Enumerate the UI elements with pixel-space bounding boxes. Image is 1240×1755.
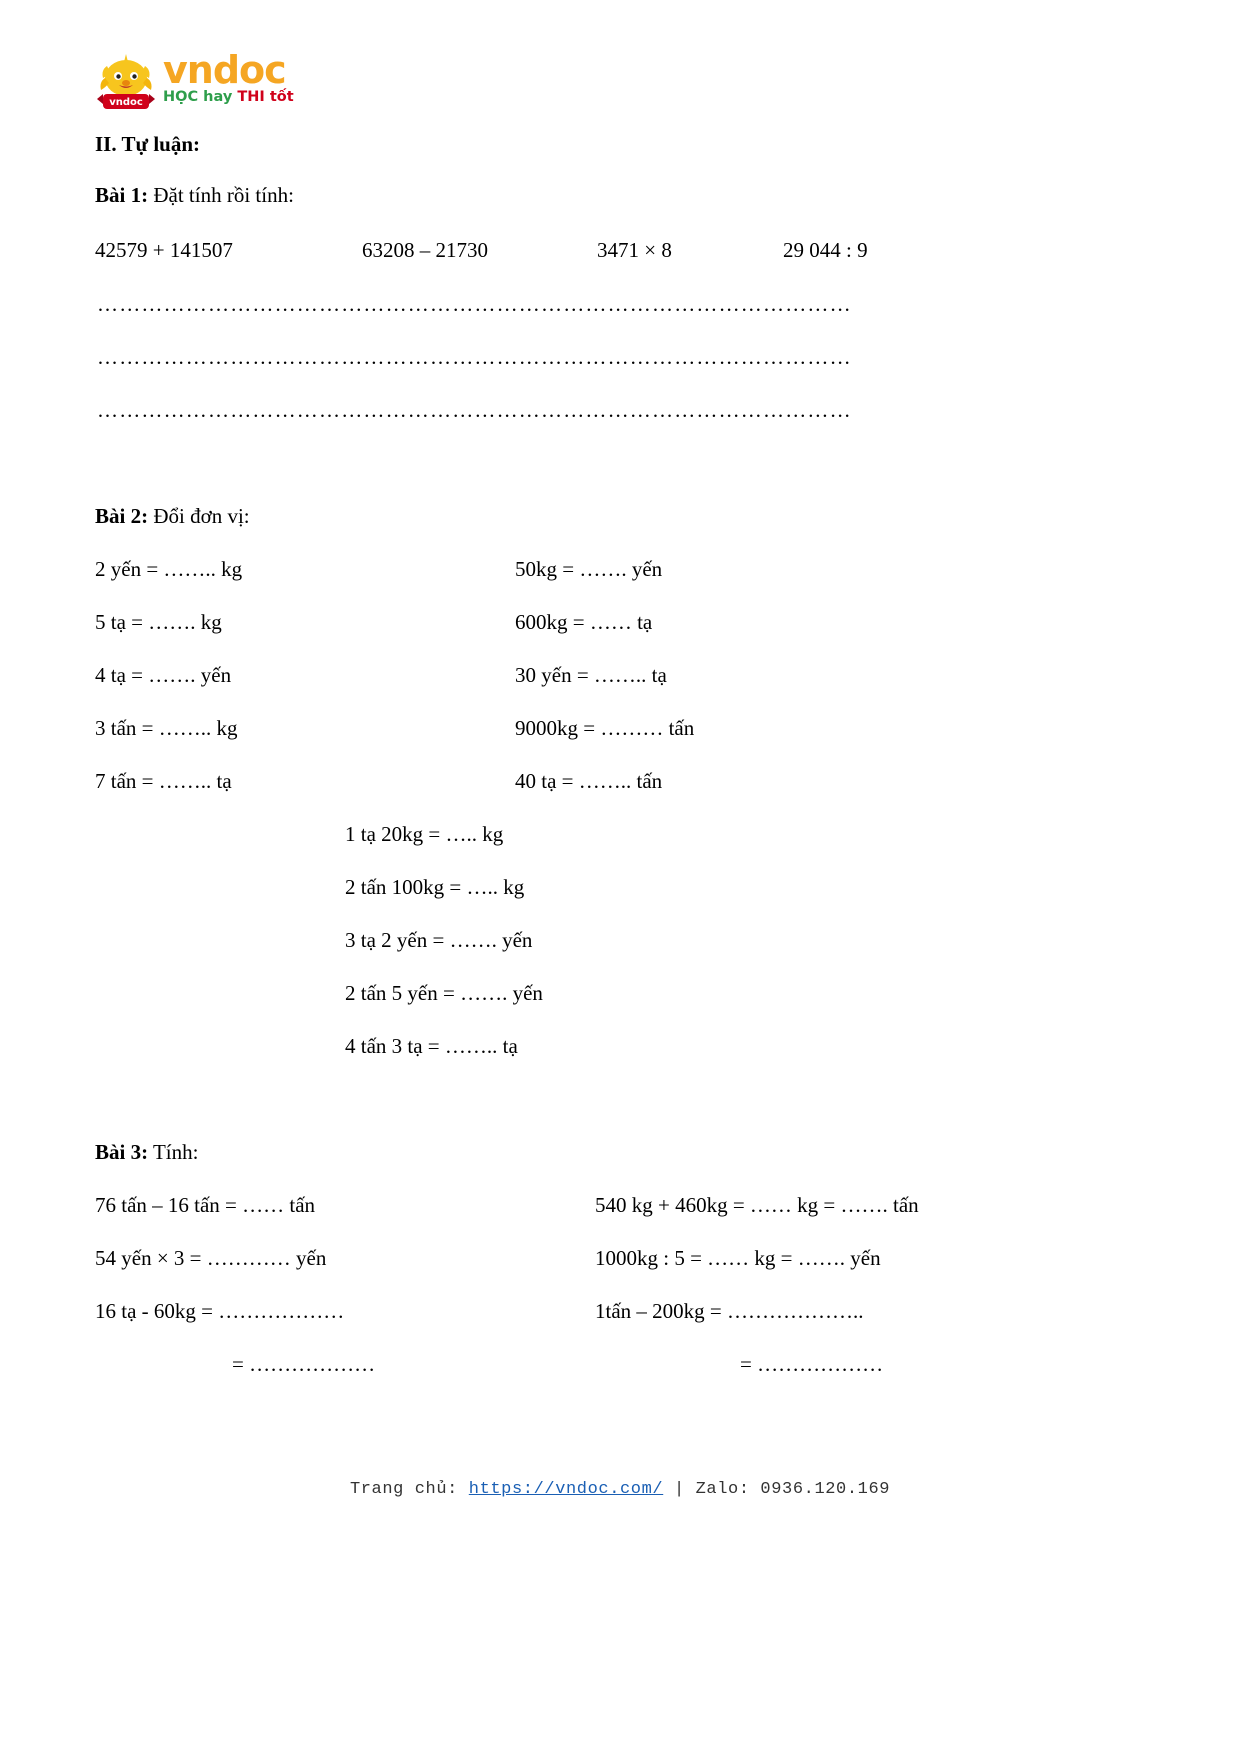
tagline-hoc: HỌC — [163, 89, 199, 106]
svg-text:vndoc: vndoc — [109, 97, 143, 108]
logo-tagline — [163, 90, 294, 106]
bai2-center-item-4[interactable]: 2 tấn 5 yến = ……. yến — [345, 981, 543, 1005]
footer-home-label: Trang chủ: — [349, 1480, 458, 1499]
bai1-problem-1: 42579 + 141507 — [95, 238, 233, 262]
bai1-answer-line-2[interactable]: ………………………………………………………………………………………… — [97, 345, 852, 369]
bai1-problem-4: 29 044 : 9 — [783, 238, 868, 262]
bai2-left-item-3[interactable]: 4 tạ = ……. yến — [95, 663, 232, 687]
bai2-center-item-2[interactable]: 2 tấn 100kg = ….. kg — [345, 875, 525, 899]
bai1-prompt: Đặt tính rồi tính: — [153, 183, 294, 207]
section-heading: II. Tự luận: — [95, 132, 201, 156]
bai2-center-item-1[interactable]: 1 tạ 20kg = ….. kg — [345, 822, 504, 846]
vndoc-mascot-icon — [95, 52, 157, 114]
bai1-problem-2: 63208 – 21730 — [362, 238, 488, 262]
bai2-label: Bài 2: — [95, 504, 149, 528]
tagline-thi: THI — [237, 89, 265, 106]
bai3-left-item-4[interactable]: = ……………… — [232, 1352, 376, 1376]
bai2-left-item-2[interactable]: 5 tạ = ……. kg — [95, 610, 222, 634]
bai1-answer-line-3[interactable]: ………………………………………………………………………………………… — [97, 398, 852, 422]
logo-text — [163, 48, 294, 106]
bai1-answer-line-1[interactable]: ………………………………………………………………………………………… — [97, 292, 852, 316]
bai3-left-item-3[interactable]: 16 tạ - 60kg = ……………… — [95, 1299, 345, 1323]
tagline-hay: hay — [203, 89, 233, 106]
bai2-right-item-2[interactable]: 600kg = …… tạ — [515, 610, 653, 634]
logo-wordmark: vndoc — [163, 48, 286, 92]
bai2-left-item-4[interactable]: 3 tấn = …….. kg — [95, 716, 238, 740]
footer-url-link[interactable]: https://vndoc.com/ — [468, 1480, 664, 1499]
bai2-center-item-3[interactable]: 3 tạ 2 yến = ……. yến — [345, 928, 533, 952]
bai2-right-item-3[interactable]: 30 yến = …….. tạ — [515, 663, 667, 687]
bai3-right-item-1[interactable]: 540 kg + 460kg = …… kg = ……. tấn — [595, 1193, 919, 1217]
tagline-tot: tốt — [269, 89, 294, 106]
bai1-label: Bài 1: — [95, 183, 149, 207]
bai3-right-item-4[interactable]: = ……………… — [740, 1352, 884, 1376]
page-footer — [0, 1480, 1240, 1499]
bai3-left-item-2[interactable]: 54 yến × 3 = ………… yến — [95, 1246, 327, 1270]
footer-separator: | — [663, 1480, 696, 1499]
vndoc-logo — [95, 48, 294, 114]
bai2-right-item-1[interactable]: 50kg = ……. yến — [515, 557, 663, 581]
bai2-center-item-5[interactable]: 4 tấn 3 tạ = …….. tạ — [345, 1034, 518, 1058]
bai1-heading — [95, 183, 294, 208]
bai2-prompt: Đổi đơn vị: — [153, 504, 250, 528]
bai2-left-item-5[interactable]: 7 tấn = …….. tạ — [95, 769, 232, 793]
bai3-left-item-1[interactable]: 76 tấn – 16 tấn = …… tấn — [95, 1193, 316, 1217]
bai3-right-item-2[interactable]: 1000kg : 5 = …… kg = ……. yến — [595, 1246, 881, 1270]
footer-zalo: Zalo: 0936.120.169 — [695, 1480, 891, 1499]
bai2-left-item-1[interactable]: 2 yến = …….. kg — [95, 557, 243, 581]
bai2-heading — [95, 504, 250, 529]
bai3-prompt: Tính: — [152, 1140, 199, 1164]
bai2-right-item-5[interactable]: 40 tạ = …….. tấn — [515, 769, 663, 793]
bai3-label: Bài 3: — [95, 1140, 149, 1164]
bai3-right-item-3[interactable]: 1tấn – 200kg = ……………….. — [595, 1299, 864, 1323]
bai1-problem-3: 3471 × 8 — [597, 238, 672, 262]
bai3-heading — [95, 1140, 198, 1165]
bai2-right-item-4[interactable]: 9000kg = ……… tấn — [515, 716, 695, 740]
